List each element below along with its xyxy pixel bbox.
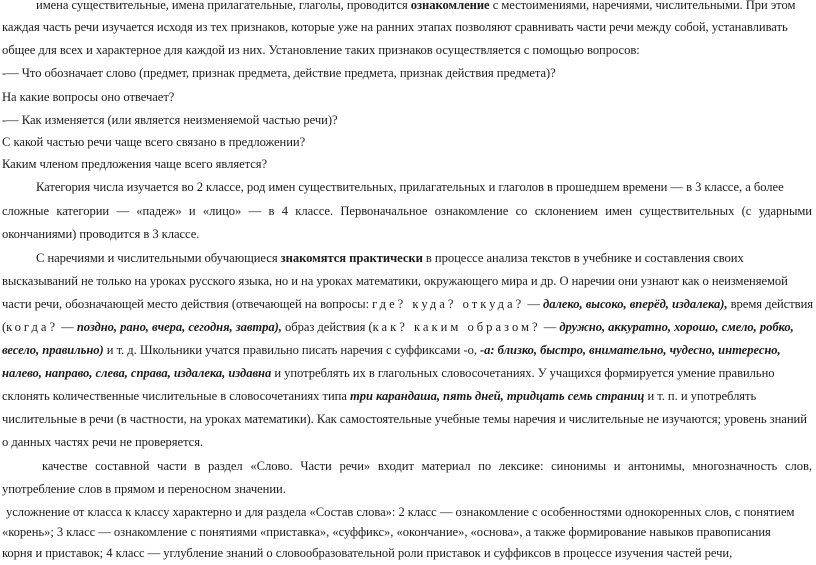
examples-manner-adverbs: дружно, аккуратно, хорошо, смело, робко, <box>559 320 794 334</box>
text-line-1 <box>36 0 795 17</box>
spaced-questions-place: где? куда? откуда? <box>372 297 525 311</box>
text-line-9: Категория числа изучается во 2 классе, род имен существительных, прилагательных и глаголов в прошедшем времени — в 3 классе, а более <box>36 180 784 194</box>
question-5: Каким членом предложения чаще всего является? <box>2 157 268 171</box>
text-run: время действия <box>727 297 813 311</box>
text-line-16 <box>2 339 781 362</box>
spaced-questions-manner: как? каким образом? <box>372 320 541 334</box>
examples-suffix-adverbs: -а: близко, быстро, внимательно, чудесно, интересно, <box>480 343 781 357</box>
text-line-2: каждая часть речи изучается исходя из тех признаков, которые уже на ранних этапах позволяют сравнивать части речи между собой, устанавливать <box>2 20 788 34</box>
text-line-13: высказываний не только на уроках русского языка, но и на уроках математики, окружающего мира и др. О наречии они узнают как о неизменяемой <box>2 274 788 288</box>
text-line-22: употребление слов в прямом и переносном значении. <box>2 482 286 496</box>
question-1: -— Что обозначает слово (предмет, признак предмета, действие предмета, признак действия предмета)? <box>2 66 556 80</box>
text-run: и употреблять их в глагольных словосочетаниях. У учащихся формируется умение правильно <box>271 366 775 380</box>
text-run: склонять количественные числительные в словосочетаниях типа <box>2 389 350 403</box>
text-line-3: общее для всех и характерное для каждой из них. Установление таких признаков осуществляется с помощью вопросов: <box>2 43 640 57</box>
examples-direction-adverbs: налево, направо, слева, справа, издалека, издавна <box>2 366 272 380</box>
text-run: С наречиями и числительными обучающиеся <box>36 251 281 265</box>
text-run: имена существительные, имена прилагательные, глаголы, проводится <box>36 0 411 12</box>
text-line-10: сложные категории — «падеж» и «лицо» — в 4 классе. Первоначальное ознакомление со склонением имен существительных (с ударными <box>2 204 812 218</box>
text-line-19: числительные в речи (в частности, на уроках математики). Как самостоятельные учебные темы наречия и числительные не изучаются; уровень знаний <box>2 412 807 426</box>
examples-place-adverbs: далеко, высоко, вперёд, издалека), <box>543 297 728 311</box>
examples-manner-adverbs-cont: весело, правильно) <box>2 343 104 357</box>
text-line-11: окончаниями) проводится в 3 классе. <box>2 227 200 241</box>
text-run: образ действия ( <box>281 320 373 334</box>
text-line-15 <box>2 316 794 339</box>
text-run: и т. д. Школьники учатся правильно писать наречия с суффиксами -о, <box>103 343 481 357</box>
text-run: — <box>58 320 77 334</box>
text-run: части речи, обозначающей место действия (отвечающей на вопросы: <box>2 297 373 311</box>
text-line-25: корня и приставок; 4 класс — углубление знаний о словообразовательной роли приставок и суффиксов в процессе изучения частей речи, <box>2 546 733 560</box>
text-line-23: усложнение от класса к классу характерно и для раздела «Состав слова»: 2 класс — ознакомление с особенностями однокоренных слов, с понятием <box>6 505 795 519</box>
text-run: ( <box>2 320 7 334</box>
spaced-question-time: когда? <box>6 320 59 334</box>
text-line-12 <box>36 247 744 270</box>
question-4: С какой частью речи чаще всего связано в предложении? <box>2 135 306 149</box>
text-run: — <box>540 320 560 334</box>
text-line-14 <box>2 293 813 316</box>
text-line-20: о данных частях речи не проверяется. <box>2 435 204 449</box>
text-line-18 <box>2 385 756 408</box>
text-run: в процессе анализа текстов в учебнике и составления своих <box>422 251 744 265</box>
bold-term-familiarization: ознакомление <box>410 0 490 12</box>
text-run: и т. п. и употреблять <box>644 389 757 403</box>
text-line-24: «корень»; 3 класс — ознакомление с понятиями «приставка», «суффикс», «окончание», «основа», а также формирование навыков правописания <box>2 525 771 539</box>
text-line-17 <box>2 362 775 385</box>
text-run: — <box>524 297 543 311</box>
examples-numerals: три карандаша, пять дней, тридцать семь страниц <box>349 389 645 403</box>
question-2: На какие вопросы оно отвечает? <box>2 90 175 104</box>
question-3: -— Как изменяется (или является неизменяемой частью речи)? <box>2 113 338 127</box>
text-run: с местоимениями, наречиями, числительными. При этом <box>489 0 796 12</box>
text-line-21: качестве составной части в раздел «Слово. Части речи» входит материал по лексике: синонимы и антонимы, многозначность слов, <box>42 459 812 473</box>
examples-time-adverbs: поздно, рано, вчера, сегодня, завтра), <box>76 320 282 334</box>
bold-term-practically: знакомятся практически <box>280 251 423 265</box>
